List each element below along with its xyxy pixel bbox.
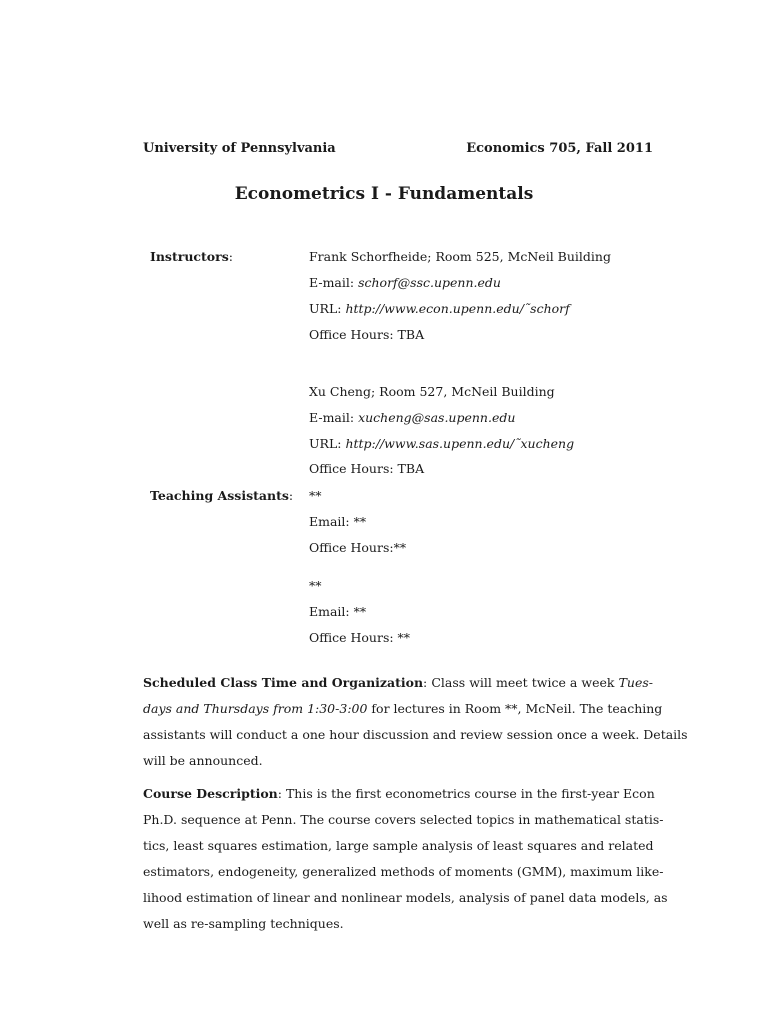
ta-1-email: Email: ** <box>309 514 367 529</box>
schedule-line-4: will be announced. <box>143 753 263 768</box>
description-line-3: tics, least squares estimation, large sample analysis of least squares and related <box>143 838 654 853</box>
course-term: Economics 705, Fall 2011 <box>466 141 653 156</box>
instructor-2-url-link[interactable]: http://www.sas.upenn.edu/˜xucheng <box>345 436 575 451</box>
instructor-1-email: E-mail: schorf@ssc.upenn.edu <box>309 275 501 290</box>
instructor-1-email-link[interactable]: schorf@ssc.upenn.edu <box>358 275 501 290</box>
description-heading: Course Description <box>143 786 278 801</box>
description-line-6: well as re-sampling techniques. <box>143 916 344 931</box>
ta-2-office-hours: Office Hours: ** <box>309 630 411 645</box>
instructor-2-office-hours: Office Hours: TBA <box>309 461 425 476</box>
university-name: University of Pennsylvania <box>143 141 336 156</box>
instructor-2-email: E-mail: xucheng@sas.upenn.edu <box>309 410 516 425</box>
schedule-line-2: days and Thursdays from 1:30-3:00 for lectures in Room **, McNeil. The teaching <box>143 701 663 716</box>
ta-1-name: ** <box>309 488 322 503</box>
schedule-line-3: assistants will conduct a one hour discussion and review session once a week. Details <box>143 727 688 742</box>
ta-2-name: ** <box>309 578 322 593</box>
description-line-1: Course Description: This is the first econometrics course in the first-year Econ <box>143 786 655 801</box>
tas-label: Teaching Assistants: <box>150 488 294 503</box>
document-header <box>143 141 653 161</box>
ta-2-email: Email: ** <box>309 604 367 619</box>
description-line-4: estimators, endogeneity, generalized methods of moments (GMM), maximum like- <box>143 864 664 879</box>
instructor-1-url-link[interactable]: http://www.econ.upenn.edu/˜schorf <box>345 301 570 316</box>
description-line-2: Ph.D. sequence at Penn. The course covers selected topics in mathematical statis- <box>143 812 664 827</box>
description-line-5: lihood estimation of linear and nonlinear models, analysis of panel data models, as <box>143 890 668 905</box>
instructors-label: Instructors: <box>150 249 233 264</box>
schedule-paragraph <box>143 670 688 774</box>
instructor-2-office: Xu Cheng; Room 527, McNeil Building <box>309 384 555 399</box>
ta-1-office-hours: Office Hours:** <box>309 540 407 555</box>
schedule-heading: Scheduled Class Time and Organization <box>143 675 424 690</box>
description-paragraph <box>143 781 668 937</box>
instructor-2-url: URL: http://www.sas.upenn.edu/˜xucheng <box>309 436 575 451</box>
page-title: Econometrics I - Fundamentals <box>234 184 534 204</box>
instructor-1-office: Frank Schorfheide; Room 525, McNeil Building <box>309 249 611 264</box>
instructor-1-url: URL: http://www.econ.upenn.edu/˜schorf <box>309 301 570 316</box>
instructor-1-office-hours: Office Hours: TBA <box>309 327 425 342</box>
instructor-2-email-link[interactable]: xucheng@sas.upenn.edu <box>358 410 516 425</box>
schedule-line-1: Scheduled Class Time and Organization: Class will meet twice a week Tues- <box>143 675 653 690</box>
